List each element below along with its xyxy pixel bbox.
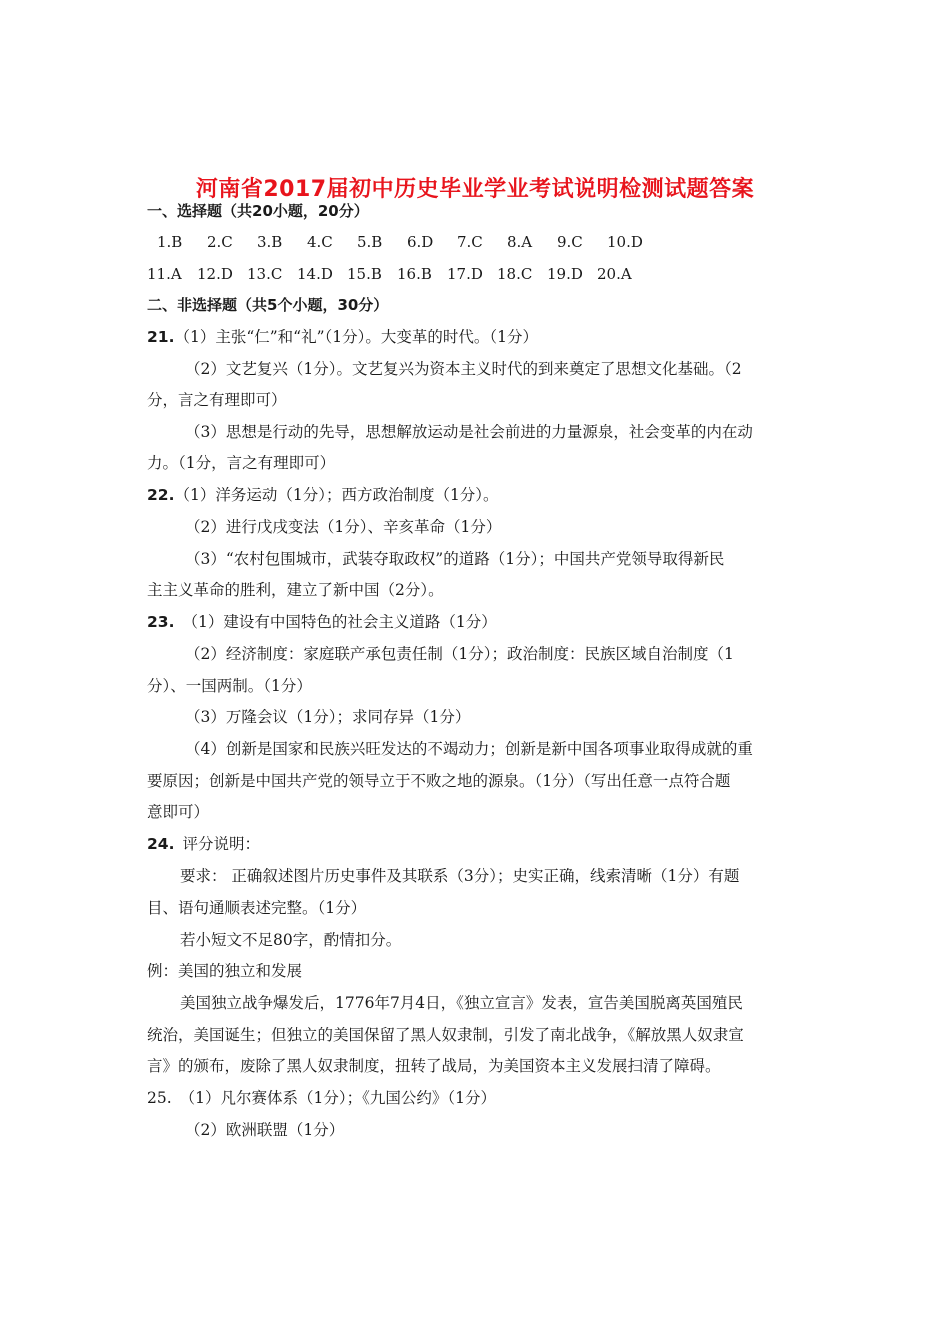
answer-line: （1）建设有中国特色的社会主义道路（1分） [182,613,497,631]
answer-item: 2.C [207,233,233,251]
answer-item: 10.D [607,233,643,251]
section2-heading: 二、非选择题（共5个小题，30分） [147,296,389,314]
answer-item: 4.C [307,233,333,251]
answer-item: 12.D [197,265,233,283]
answer-item: 18.C [497,265,533,283]
answer-line: 要求： 正确叙述图片历史事件及其联系（3分）；史实正确，线索清晰（1分）有题 [180,867,740,885]
answer-item: 11.A [147,265,182,283]
answer-item: 1.B [157,233,183,251]
page-title: 河南省2017届初中历史毕业学业考试说明检测试题答案 [195,177,755,202]
answer-line: 评分说明： [182,835,260,853]
answer-line: （2）经济制度：家庭联产承包责任制（1分）；政治制度：民族区域自治制度（1 [185,645,734,663]
answer-line: 分，言之有理即可） [147,391,287,409]
answer-line: 例：美国的独立和发展 [147,962,303,980]
answer-item: 3.B [257,233,283,251]
mc-answers-row-2 [147,263,647,285]
answer-line: 统治，美国诞生；但独立的美国保留了黑人奴隶制，引发了南北战争，《解放黑人奴隶宣 [147,1026,744,1044]
question-number: 23. [147,613,175,631]
question-25 [147,1087,496,1109]
answer-item: 6.D [407,233,434,251]
answer-item: 9.C [557,233,583,251]
section1-heading: 一、选择题（共20小题，20分） [147,202,369,220]
answer-line: （2）欧洲联盟（1分） [185,1121,345,1139]
answer-line: （2）进行戊戌变法（1分）、辛亥革命（1分） [185,518,502,536]
answer-item: 8.A [507,233,533,251]
answer-item: 16.B [397,265,432,283]
answer-item: 5.B [357,233,383,251]
answer-line: （1）洋务运动（1分）；西方政治制度（1分）。 [174,486,499,504]
answer-line: 言》的颁布，废除了黑人奴隶制度，扭转了战局，为美国资本主义发展扫清了障碍。 [147,1057,721,1075]
answer-line: 意即可） [147,803,210,821]
answer-line: （3）思想是行动的先导，思想解放运动是社会前进的力量源泉，社会变革的内在动 [185,423,753,441]
mc-answers-row-1 [157,231,657,253]
answer-line: 美国独立战争爆发后，1776年7月4日，《独立宣言》发表，宣告美国脱离英国殖民 [180,994,743,1012]
question-21 [147,326,538,348]
question-number: 22. [147,486,175,504]
answer-line: 主主义革命的胜利，建立了新中国（2分）。 [147,581,444,599]
answer-item: 20.A [597,265,632,283]
answer-item: 13.C [247,265,283,283]
answer-line: （1）主张“仁”和“礼”（1分）。大变革的时代。（1分） [174,328,539,346]
answer-item: 7.C [457,233,483,251]
question-number: 21. [147,328,175,346]
answer-line: （3）“农村包围城市，武装夺取政权”的道路（1分）；中国共产党领导取得新民 [185,550,725,568]
answer-line: （4）创新是国家和民族兴旺发达的不竭动力；创新是新中国各项事业取得成就的重 [185,740,753,758]
answer-line: （3）万隆会议（1分）；求同存异（1分） [185,708,471,726]
question-22 [147,484,499,506]
answer-item: 15.B [347,265,382,283]
question-number: 25. [147,1089,172,1107]
question-number: 24. [147,835,175,853]
answer-line: 若小短文不足80字，酌情扣分。 [180,931,402,949]
answer-line: 要原因；创新是中国共产党的领导立于不败之地的源泉。（1分）（写出任意一点符合题 [147,772,731,790]
answer-item: 14.D [297,265,333,283]
answer-item: 17.D [447,265,483,283]
answer-line: 力。（1分，言之有理即可） [147,454,336,472]
answer-line: （1）凡尔赛体系（1分）；《九国公约》（1分） [179,1089,496,1107]
answer-line: （2）文艺复兴（1分）。文艺复兴为资本主义时代的到来奠定了思想文化基础。（2 [185,360,742,378]
answer-line: 分）、一国两制。（1分） [147,677,312,695]
answer-item: 19.D [547,265,583,283]
question-24 [147,833,260,855]
answer-line: 目、语句通顺表述完整。（1分） [147,899,367,917]
question-23 [147,611,497,633]
